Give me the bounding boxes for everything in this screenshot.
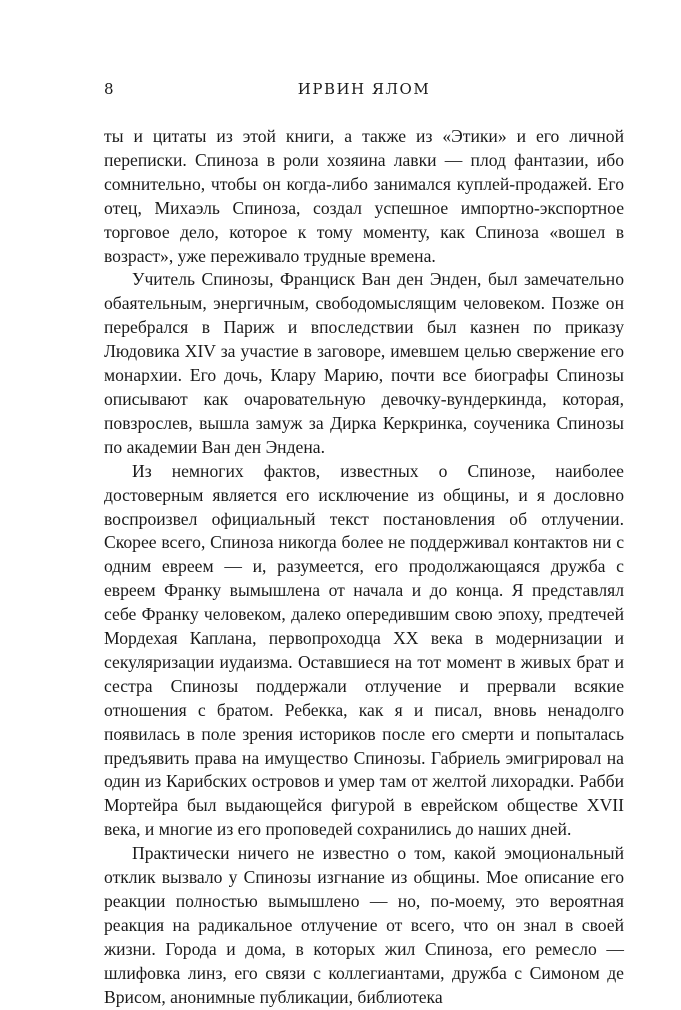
page-header bbox=[104, 80, 624, 100]
body-text bbox=[104, 125, 624, 1010]
paragraph-emotional-response: Практически ничего не известно о том, какой эмоциональный отклик вызвало у Спинозы изгнание из общины. Мое описание его реакции полностью вымышлено — но, по-моему, это вероятная реакция на радикальное отлучение от всего, что он знал в своей жизни. Города и дома, в которых жил Спиноза, его ремесло — шлифовка линз, его связи с коллегиантами, дружба с Симоном де Врисом, анонимные публикации, библиотека bbox=[104, 843, 624, 1007]
paragraph-teacher: Учитель Спинозы, Франциск Ван ден Энден, был замечательно обаятельным, энергичным, свободомыслящим человеком. Позже он перебрался в Париж и впоследствии был казнен по приказу Людовика XIV за участие в заговоре, имевшем целью свержение его монархии. Его дочь, Клару Марию, почти все биографы Спинозы описывают как очаровательную девочку-вундеркинда, которая, повзрослев, вышла замуж за Дирка Керкринка, соученика Спинозы по академии Ван ден Эндена. bbox=[104, 269, 624, 457]
running-head: ИРВИН ЯЛОМ bbox=[297, 80, 431, 98]
paragraph-continuation: ты и цитаты из этой книги, а также из «Этики» и его личной переписки. Спиноза в роли хозяина лавки — плод фантазии, ибо сомнительно, чтобы он когда-либо занимался куплей-продажей. Его отец, Михаэль Спиноза, создал успешное импортно-экспортное торговое дело, которое к тому моменту, как Спиноза «вошел в возраст», уже переживало трудные времена. bbox=[104, 126, 624, 266]
paragraph-excommunication: Из немногих фактов, известных о Спинозе, наиболее достоверным является его исключение из общины, и я дословно воспроизвел официальный текст постановления об отлучении. Скорее всего, Спиноза никогда более не поддерживал контактов ни с одним евреем — и, разумеется, его продолжающаяся дружба с евреем Франку вымышлена от начала и до конца. Я представлял себе Франку человеком, далеко опередившим свою эпоху, предтечей Мордехая Каплана, первопроходца XX века в модернизации и секуляризации иудаизма. Оставшиеся на тот момент в живых брат и сестра Спинозы поддержали отлучение и прервали всякие отношения с братом. Ребекка, как я и писал, вновь ненадолго появилась в поле зрения историков после его смерти и попыталась предъявить права на имущество Спинозы. Габриель эмигрировал на один из Карибских островов и умер там от желтой лихорадки. Рабби Мортейра был выдающейся фигурой в еврейском обществе XVII века, и многие из его проповедей сохранились до наших дней. bbox=[104, 460, 624, 840]
page-number: 8 bbox=[104, 80, 114, 98]
